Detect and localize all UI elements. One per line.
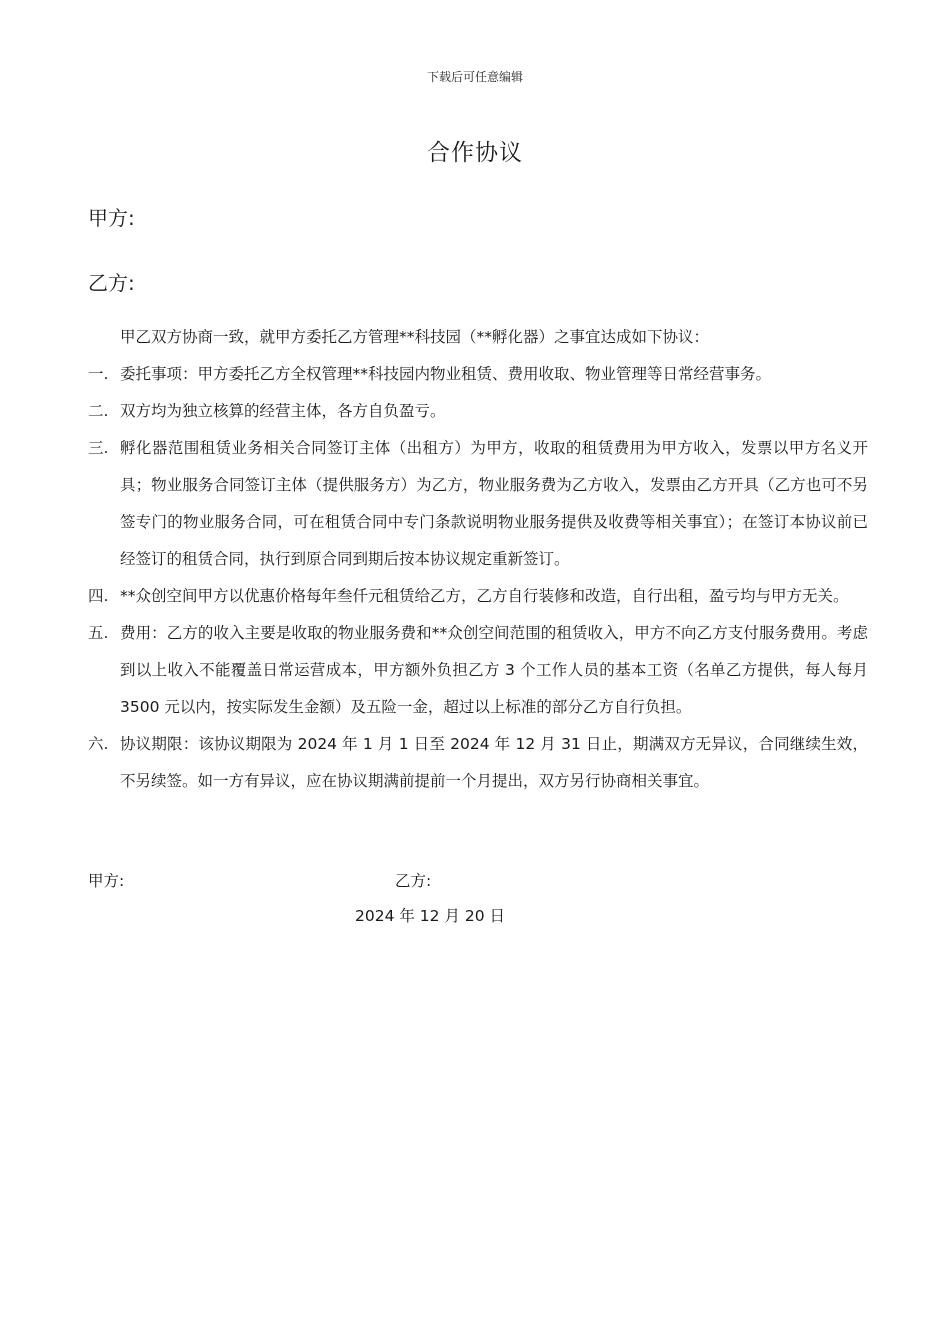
party-a-label: 甲方: xyxy=(88,206,135,230)
clause-text: **众创空间甲方以优惠价格每年叁仟元租赁给乙方，乙方自行装修和改造，自行出租，盈亏均与甲方无关。 xyxy=(120,587,849,605)
clause-4 xyxy=(88,578,868,615)
clause-text: 费用：乙方的收入主要是收取的物业服务费和**众创空间范围的租赁收入，甲方不向乙方支付服务费用。考虑到以上收入不能覆盖日常运营成本，甲方额外负担乙方 3 个工作人员的基本工资（名单乙方提供，每人每月 3500 元以内，按实际发生金额）及五险一金，超过以上标准的部分乙方自行负担。 xyxy=(120,624,868,716)
intro-paragraph: 甲乙双方协商一致，就甲方委托乙方管理**科技园（**孵化器）之事宜达成如下协议： xyxy=(120,328,710,346)
clause-number: 五. xyxy=(88,624,109,642)
clause-5 xyxy=(88,615,868,726)
signature-date: 2024 年 12 月 20 日 xyxy=(355,907,506,925)
clause-6 xyxy=(88,726,868,800)
clause-text: 委托事项：甲方委托乙方全权管理**科技园内物业租赁、费用收取、物业管理等日常经营事务。 xyxy=(120,365,772,383)
clause-number: 三. xyxy=(88,439,109,457)
signature-party-b: 乙方: xyxy=(395,872,432,890)
clause-number: 一. xyxy=(88,365,109,383)
agreement-body xyxy=(88,319,868,800)
party-b-label: 乙方: xyxy=(88,271,135,295)
clause-3 xyxy=(88,430,868,578)
signature-party-a: 甲方: xyxy=(88,872,125,890)
clause-2 xyxy=(88,393,868,430)
clause-text: 孵化器范围租赁业务相关合同签订主体（出租方）为甲方，收取的租赁费用为甲方收入，发票以甲方名义开具；物业服务合同签订主体（提供服务方）为乙方，物业服务费为乙方收入，发票由乙方开具（乙方也可不另签专门的物业服务合同，可在租赁合同中专门条款说明物业服务提供及收费等相关事宜）；在签订本协议前已经签订的租赁合同，执行到原合同到期后按本协议规定重新签订。 xyxy=(120,439,868,568)
clause-number: 六. xyxy=(88,735,109,753)
document-title: 合作协议 xyxy=(427,140,523,166)
clause-text: 协议期限：该协议期限为 2024 年 1 月 1 日至 2024 年 12 月 31 日止，期满双方无异议，合同继续生效，不另续签。如一方有异议，应在协议期满前提前一个月提出，双方另行协商相关事宜。 xyxy=(120,735,868,790)
clause-text: 双方均为独立核算的经营主体，各方自负盈亏。 xyxy=(120,402,446,420)
clause-number: 二. xyxy=(88,402,109,420)
clause-1 xyxy=(88,356,868,393)
header-note: 下载后可任意编辑 xyxy=(426,70,523,84)
clause-number: 四. xyxy=(88,587,109,605)
